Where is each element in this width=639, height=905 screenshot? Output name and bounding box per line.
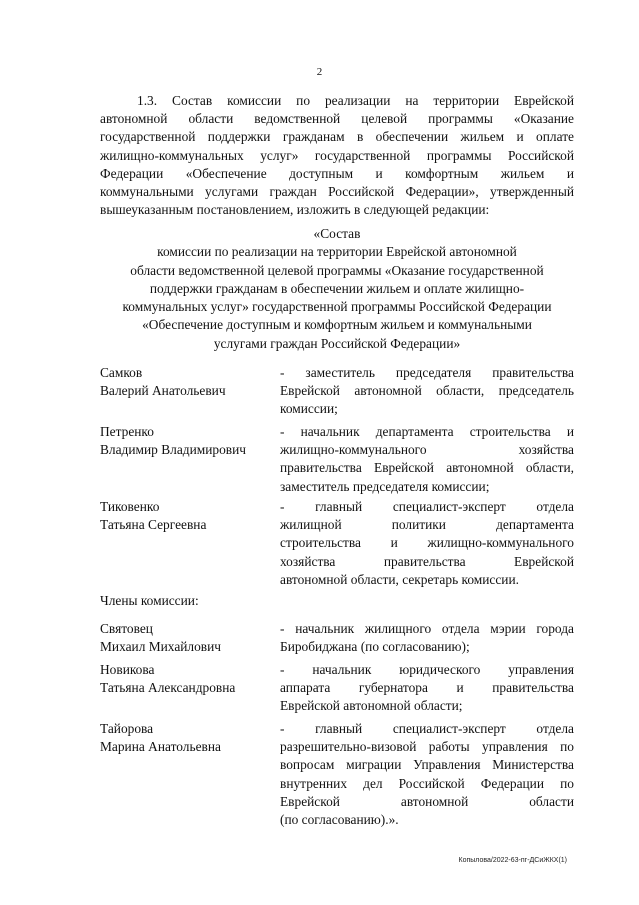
role-line: - главный специалист-эксперт отдела xyxy=(280,721,574,736)
role-line: Еврейской автономной области xyxy=(280,793,574,809)
heading-line: области ведомственной целевой программы «Оказание государственной xyxy=(130,262,544,278)
role-line: Еврейской автономной области; xyxy=(280,698,463,714)
heading-line: «Состав xyxy=(313,226,361,241)
intro-line: автономной области ведомственной целевой программы «Оказание xyxy=(100,111,574,127)
heading-line: «Обеспечение доступным и комфортным жильем и коммунальными xyxy=(142,317,532,333)
role-line: жилищно-коммунального хозяйства xyxy=(280,442,574,458)
intro-line: 1.3. Состав комиссии по реализации на территории Еврейской xyxy=(137,93,574,108)
heading-line: коммунальных услуг» государственной программы Российской Федерации xyxy=(122,299,552,315)
role-line: строительства и жилищно-коммунального xyxy=(280,535,574,551)
member-name xyxy=(100,620,275,656)
member-given-name: Владимир Владимирович xyxy=(100,442,247,458)
member-role xyxy=(280,661,574,716)
role-line: жилищной политики департамента xyxy=(280,517,574,533)
role-line: Еврейской автономной области, председатель xyxy=(280,383,574,399)
member-role xyxy=(280,620,574,656)
role-line: Биробиджана (по согласованию); xyxy=(280,639,470,655)
page-number: 2 xyxy=(316,66,323,78)
member-surname: Тайорова xyxy=(100,721,154,736)
member-role xyxy=(280,364,574,419)
member-surname: Новикова xyxy=(100,662,155,677)
role-line: правительства Еврейской автономной области, xyxy=(280,460,574,476)
role-line: внутренних дел Российской Федерации по xyxy=(280,775,574,791)
role-line: (по согласованию).». xyxy=(280,812,399,828)
role-line: разрешительно-визовой работы управления по xyxy=(280,739,574,755)
role-line: - начальник департамента строительства и xyxy=(280,424,574,439)
document-code: Копылова/2022-63-пг-ДСиЖКХ(1) xyxy=(458,857,567,864)
member-surname: Петренко xyxy=(100,424,154,439)
member-role xyxy=(280,498,574,589)
commission-heading xyxy=(100,225,574,353)
role-line: - начальник юридического управления xyxy=(280,662,574,677)
intro-paragraph xyxy=(100,92,574,219)
role-line: заместитель председателя комиссии; xyxy=(280,478,490,494)
role-line: - главный специалист-эксперт отдела xyxy=(280,499,574,514)
member-name xyxy=(100,661,275,697)
member-given-name: Татьяна Александровна xyxy=(100,680,236,696)
role-line: вопросам миграции Управления Министерства xyxy=(280,757,574,773)
intro-line: вышеуказанным постановлением, изложить в следующей редакции: xyxy=(100,202,490,218)
role-line: аппарата губернатора и правительства xyxy=(280,680,574,696)
member-given-name: Михаил Михайлович xyxy=(100,639,222,655)
role-line: комиссии; xyxy=(280,401,338,417)
member-role xyxy=(280,720,574,829)
member-surname: Святовец xyxy=(100,621,153,636)
member-given-name: Валерий Анатольевич xyxy=(100,383,226,399)
member-surname: Тиковенко xyxy=(100,499,160,514)
intro-line: Федерации «Обеспечение доступным и комфортным жильем и xyxy=(100,165,574,181)
member-name xyxy=(100,720,275,756)
members-label: Члены комиссии: xyxy=(100,593,199,608)
heading-line: поддержки гражданам в обеспечении жильем и оплате жилищно- xyxy=(149,280,525,296)
member-name xyxy=(100,498,275,534)
member-surname: Самков xyxy=(100,365,143,380)
role-line: - заместитель председателя правительства xyxy=(280,365,574,380)
role-line: автономной области, секретарь комиссии. xyxy=(280,571,519,587)
member-given-name: Марина Анатольевна xyxy=(100,739,221,755)
intro-line: жилищно-коммунальных услуг» государственной программы Российской xyxy=(100,147,574,163)
role-line: хозяйства правительства Еврейской xyxy=(280,553,574,569)
intro-line: коммунальными услугами граждан Российской Федерации», утвержденный xyxy=(100,184,574,200)
role-line: - начальник жилищного отдела мэрии города xyxy=(280,621,574,636)
member-role xyxy=(280,423,574,496)
member-name xyxy=(100,423,275,459)
member-name xyxy=(100,364,275,400)
heading-line: комиссии по реализации на территории Еврейской автономной xyxy=(157,244,517,260)
heading-line: услугами граждан Российской Федерации» xyxy=(213,335,461,351)
member-given-name: Татьяна Сергеевна xyxy=(100,517,207,533)
intro-line: государственной поддержки гражданам в обеспечении жильем и оплате xyxy=(100,129,574,145)
